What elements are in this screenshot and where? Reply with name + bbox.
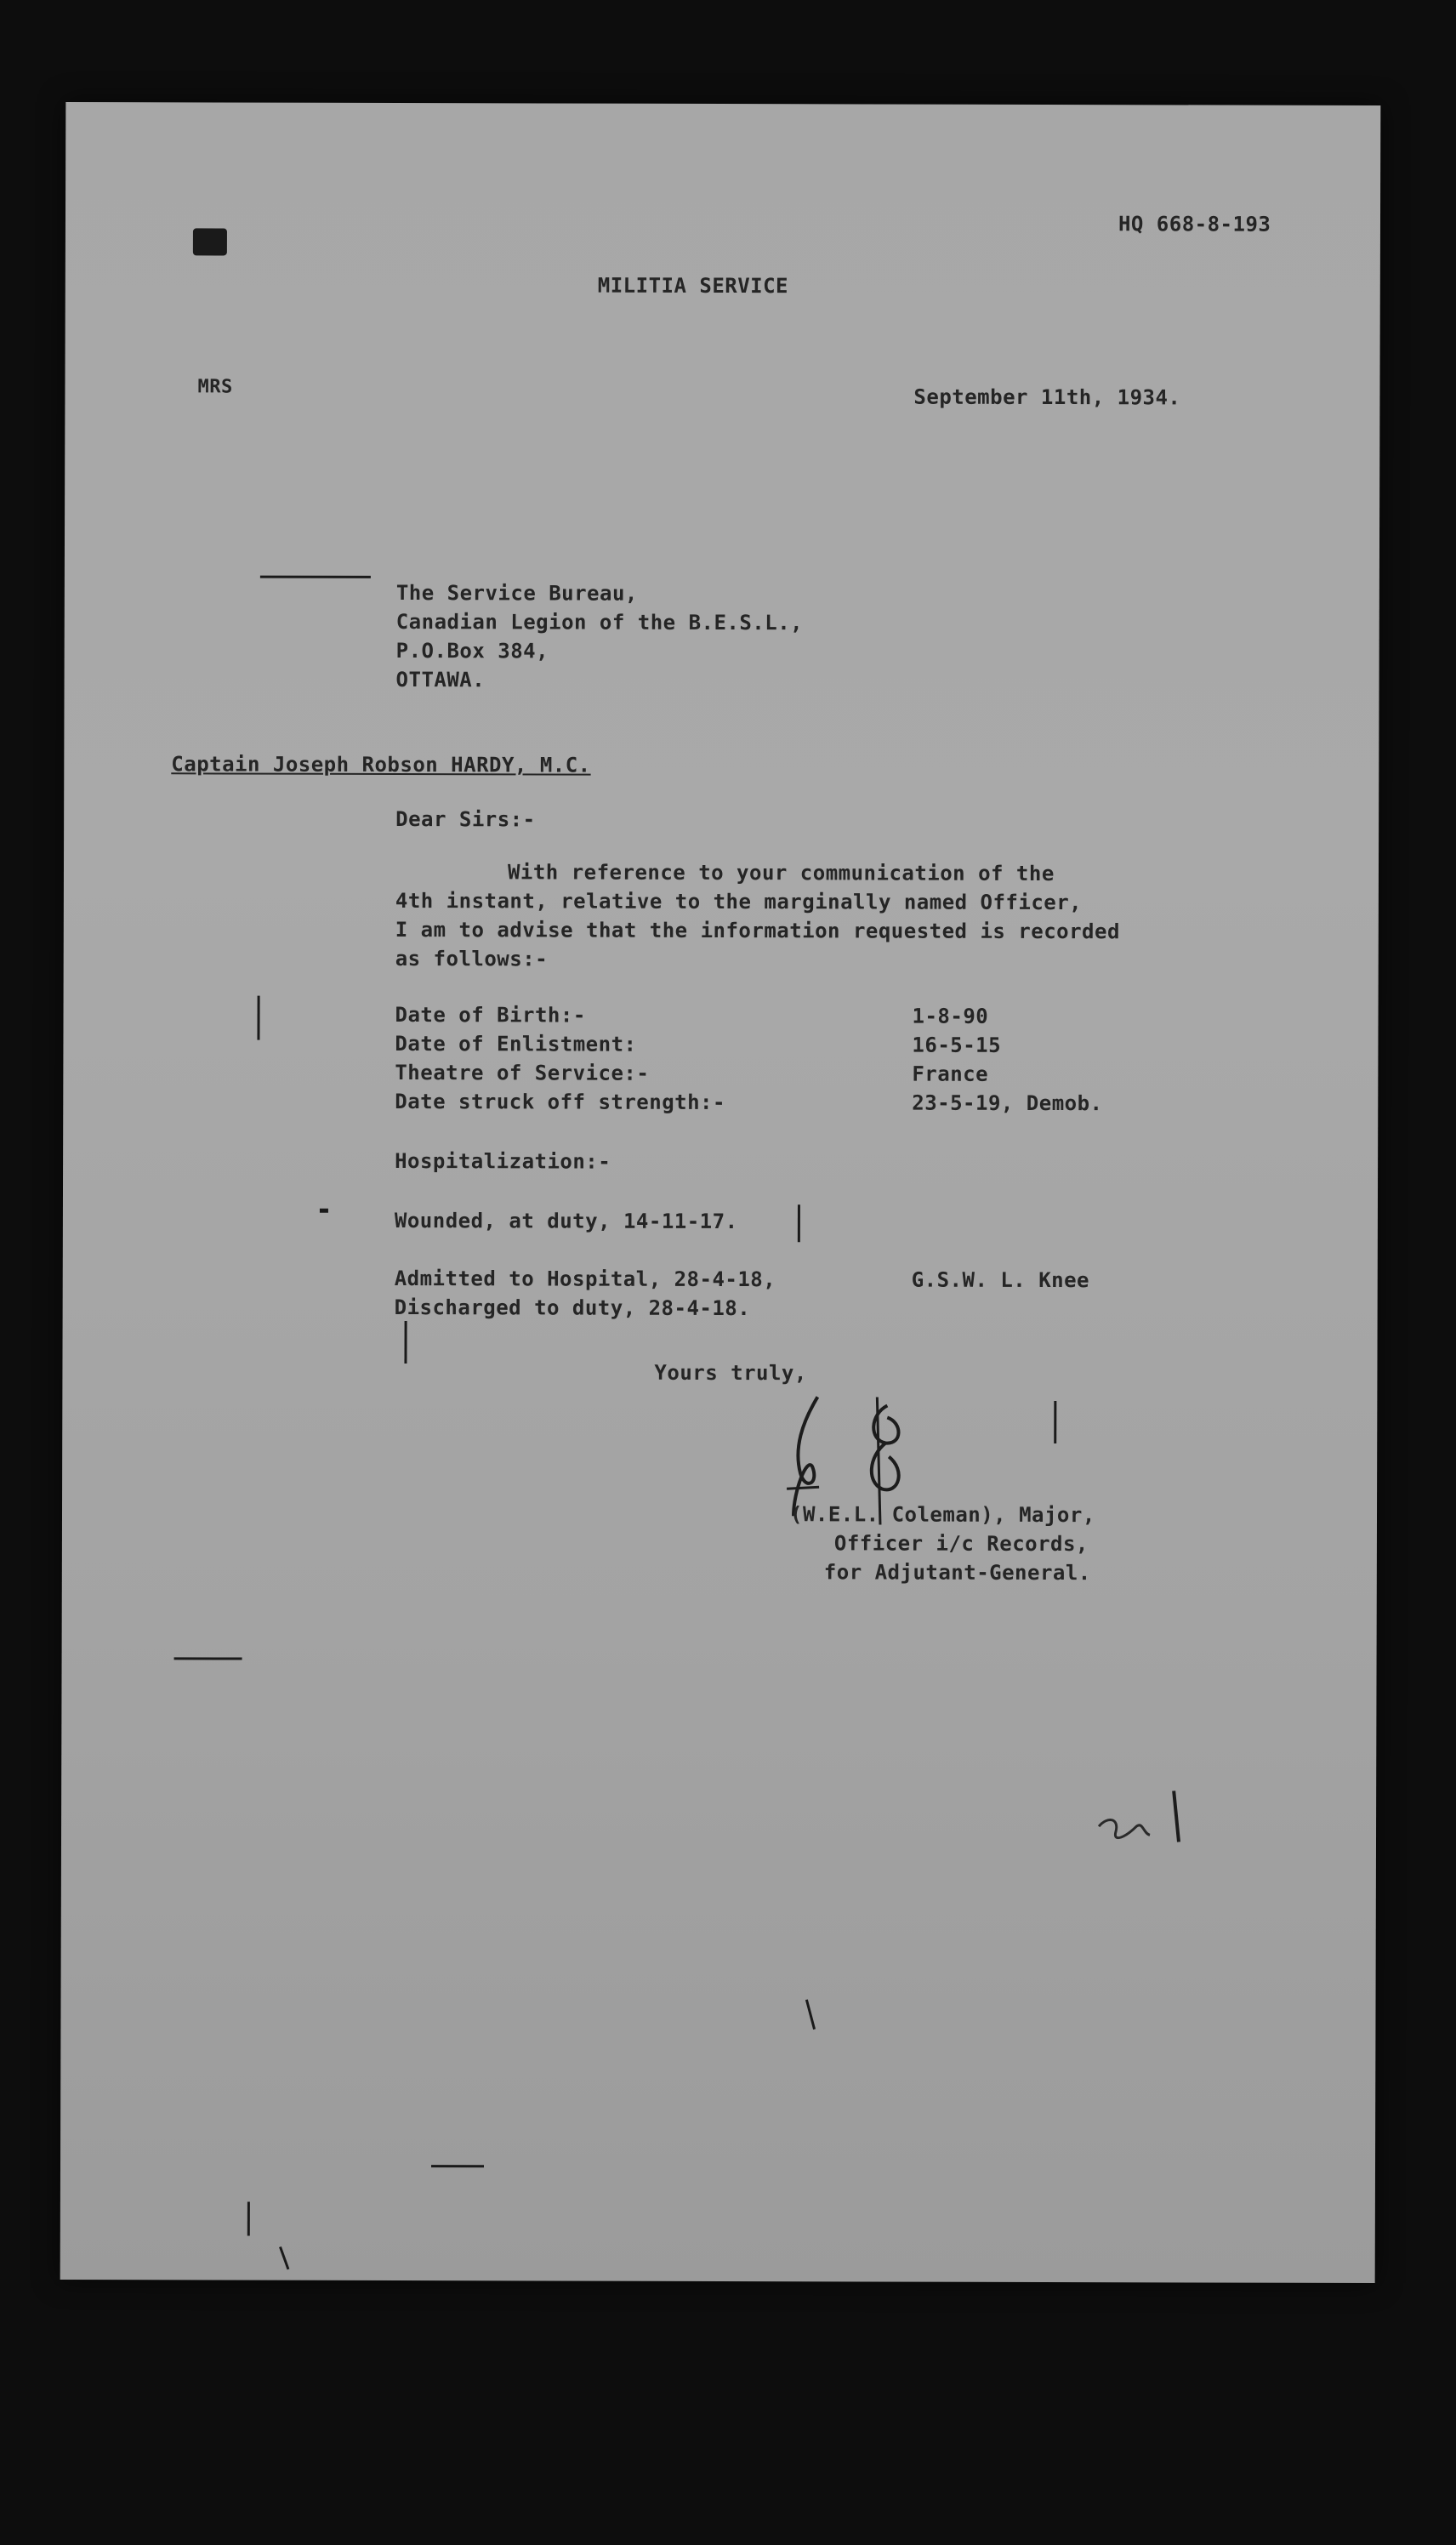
record-value: 1-8-90 bbox=[912, 1004, 989, 1028]
addressee-line-2: Canadian Legion of the B.E.S.L., bbox=[395, 609, 804, 635]
record-label: Date struck off strength:- bbox=[395, 1089, 726, 1115]
document-page bbox=[60, 102, 1381, 2283]
document-title: MILITIA SERVICE bbox=[597, 273, 789, 299]
signatory-title: Officer i/c Records, bbox=[833, 1531, 1089, 1557]
discharged-entry: Discharged to duty, 28-4-18. bbox=[394, 1295, 751, 1321]
margin-dash bbox=[431, 2165, 484, 2167]
subject-line: Captain Joseph Robson HARDY, M.C. bbox=[171, 752, 591, 777]
margin-tick bbox=[1054, 1401, 1056, 1443]
closing: Yours truly, bbox=[654, 1360, 807, 1386]
record-label: Date of Enlistment: bbox=[395, 1031, 637, 1056]
record-label: Theatre of Service:- bbox=[395, 1060, 650, 1085]
signatory-for: for Adjutant-General. bbox=[823, 1560, 1091, 1586]
hospitalization-heading: Hospitalization:- bbox=[395, 1148, 611, 1174]
body-line-1: With reference to your communication of the bbox=[507, 860, 1055, 886]
stray-mark bbox=[805, 1999, 816, 2030]
signatory-name: (W.E.L. Coleman), Major, bbox=[789, 1502, 1095, 1528]
addressee-line-3: P.O.Box 384, bbox=[395, 638, 549, 663]
stray-mark bbox=[279, 2246, 289, 2269]
margin-dash bbox=[260, 576, 371, 578]
record-value: 16-5-15 bbox=[912, 1033, 1002, 1057]
letter-date: September 11th, 1934. bbox=[913, 384, 1181, 410]
wounded-entry: Wounded, at duty, 14-11-17. bbox=[394, 1208, 738, 1234]
admitted-entry: Admitted to Hospital, 28-4-18, bbox=[394, 1266, 776, 1292]
margin-tick bbox=[798, 1204, 800, 1242]
body-line-3: I am to advise that the information requested is recorded bbox=[395, 917, 1120, 944]
salutation: Dear Sirs:- bbox=[395, 806, 536, 832]
record-value: 23-5-19, Demob. bbox=[912, 1090, 1103, 1116]
body-line-4: as follows:- bbox=[395, 946, 549, 971]
stray-mark bbox=[247, 2202, 250, 2236]
file-number: HQ 668-8-193 bbox=[1118, 212, 1271, 236]
addressee-line-4: OTTAWA. bbox=[395, 667, 486, 692]
margin-tick bbox=[404, 1321, 407, 1364]
pencil-mark bbox=[1090, 1782, 1192, 1859]
diagnosis: G.S.W. L. Knee bbox=[911, 1267, 1090, 1293]
addressee-line-1: The Service Bureau, bbox=[395, 580, 638, 606]
margin-dot bbox=[320, 1209, 328, 1213]
record-value: France bbox=[912, 1062, 989, 1086]
margin-dash bbox=[174, 1657, 242, 1660]
body-line-2: 4th instant, relative to the marginally named Officer, bbox=[395, 888, 1083, 915]
record-label: Date of Birth:- bbox=[395, 1002, 586, 1028]
punch-mark bbox=[193, 228, 227, 255]
margin-tick bbox=[257, 996, 259, 1040]
reference-initials: MRS bbox=[197, 376, 233, 398]
